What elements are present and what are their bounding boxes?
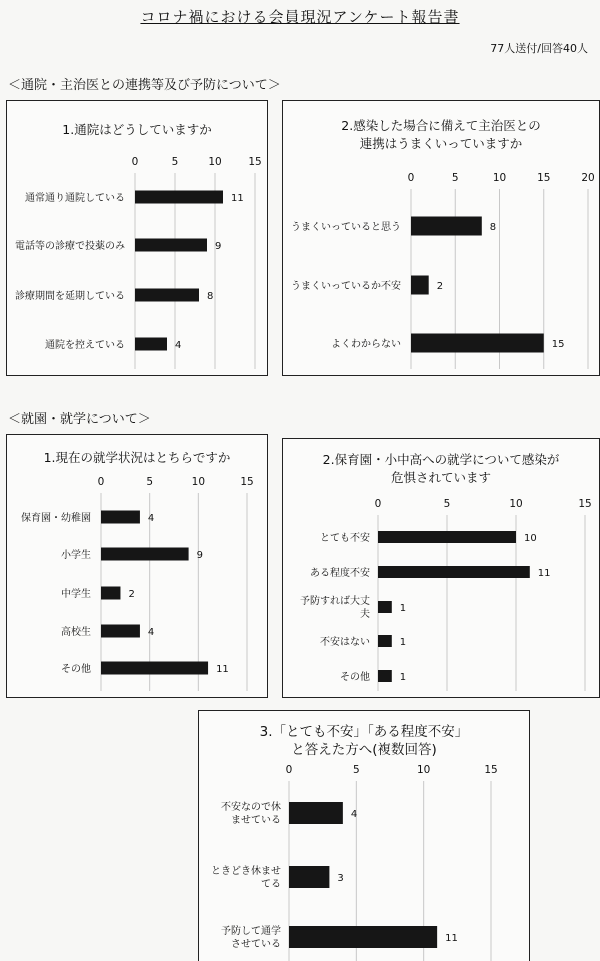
bar (101, 662, 208, 675)
bar (101, 625, 140, 638)
category-label: うまくいっているか不安 (291, 281, 401, 292)
x-tick-label: 0 (285, 764, 293, 776)
chart-panel-clinic-visits (6, 100, 268, 376)
bar (289, 866, 329, 888)
data-label: 8 (489, 222, 497, 233)
x-tick-label: 0 (407, 172, 415, 184)
category-label: 診療期間を延期している (15, 291, 125, 302)
chart-title-anxious-response: 3.「とても不安」「ある程度不安」 と答えた方へ(複数回答) (259, 724, 469, 758)
data-label: 2 (436, 281, 444, 292)
data-label: 4 (147, 513, 155, 524)
category-label: 不安なので休 (221, 802, 281, 813)
category-label: 小学生 (61, 550, 91, 561)
x-tick-label: 0 (374, 498, 382, 510)
data-label: 11 (216, 664, 229, 675)
bar (135, 289, 199, 302)
category-label: ある程度不安 (310, 568, 370, 579)
data-label: 3 (337, 873, 344, 884)
data-label: 15 (551, 339, 565, 350)
category-label: 保育園・幼稚園 (21, 513, 91, 524)
data-label: 4 (350, 809, 358, 820)
bar (378, 635, 392, 647)
chart-title-school-status: 1.現在の就学状況はとちらですか (43, 450, 231, 465)
chart-infection-worry (283, 439, 599, 697)
data-label: 10 (524, 533, 537, 544)
category-label: 予防して通学 (221, 926, 281, 937)
chart-doctor-coordination (283, 101, 599, 375)
category-label: させている (231, 939, 281, 950)
chart-title-infection-worry: 2.保育園・小中高への就学について感染が 危惧されています (322, 452, 560, 485)
chart-panel-doctor-coordination (282, 100, 600, 376)
bar (135, 239, 207, 252)
data-label: 8 (207, 291, 214, 302)
data-label: 9 (196, 550, 203, 561)
category-label: うまくいっていると思う (291, 222, 401, 233)
x-tick-label: 10 (416, 764, 431, 776)
category-label: その他 (61, 664, 91, 675)
data-label: 11 (537, 568, 551, 579)
chart-school-status (7, 435, 267, 697)
x-tick-label: 5 (451, 172, 459, 184)
bar (101, 587, 120, 600)
x-tick-label: 5 (146, 476, 154, 488)
x-tick-label: 5 (443, 498, 451, 510)
data-label: 2 (128, 589, 135, 600)
bar (289, 802, 343, 824)
bar (135, 338, 167, 351)
chart-panel-school-status (6, 434, 268, 698)
x-tick-label: 0 (97, 476, 105, 488)
data-label: 1 (399, 603, 407, 614)
x-tick-label: 15 (484, 764, 498, 776)
category-label: 不安はない (320, 637, 370, 648)
chart-title-clinic-visits: 1.通院はどうしていますか (62, 122, 212, 137)
x-tick-label: 15 (537, 172, 551, 184)
data-label: 4 (147, 627, 155, 638)
category-label: その他 (340, 672, 370, 683)
category-label: ときどき休ませ (211, 866, 281, 877)
data-label: 1 (399, 637, 407, 648)
bar (101, 511, 140, 524)
bar (378, 670, 392, 682)
bar (411, 334, 544, 353)
bar (289, 926, 437, 948)
data-label: 9 (215, 241, 222, 252)
chart-panel-anxious-response (198, 710, 530, 961)
category-label: 予防すれば大丈 (300, 596, 370, 607)
bar (411, 276, 429, 295)
chart-panel-infection-worry (282, 438, 600, 698)
data-label: 1 (399, 672, 407, 683)
report-title: コロナ禍における会員現況アンケート報告書 (140, 8, 460, 26)
bar (101, 548, 189, 561)
section-heading-medical: ＜通院・主治医との連携等及び予防について＞ (8, 78, 281, 93)
category-label: 電話等の診療で投薬のみ (15, 241, 125, 252)
category-label: てる (261, 879, 281, 890)
data-label: 11 (445, 933, 458, 944)
x-tick-label: 10 (208, 156, 222, 168)
x-tick-label: 15 (578, 498, 592, 510)
category-label: 夫 (360, 609, 370, 620)
category-label: 通常通り通院している (25, 193, 125, 204)
category-label: とても不安 (320, 533, 370, 544)
x-tick-label: 5 (171, 156, 179, 168)
category-label: 通院を控えている (45, 340, 125, 351)
chart-anxious-response (199, 711, 529, 961)
x-tick-label: 15 (240, 476, 254, 488)
response-summary: 77人送付/回答40人 (490, 42, 588, 55)
x-tick-label: 15 (248, 156, 262, 168)
chart-title-doctor-coordination: 2.感染した場合に備えて主治医との 連携はうまくいっていますか (341, 118, 541, 151)
category-label: 中学生 (61, 589, 91, 600)
x-tick-label: 0 (131, 156, 139, 168)
bar (411, 217, 482, 236)
category-label: 高校生 (61, 627, 91, 638)
data-label: 4 (175, 340, 182, 351)
bar (135, 191, 223, 204)
bar (378, 601, 392, 613)
x-tick-label: 10 (492, 172, 507, 184)
x-tick-label: 5 (352, 764, 360, 776)
bar (378, 531, 516, 543)
x-tick-label: 20 (581, 172, 595, 184)
x-tick-label: 10 (509, 498, 523, 510)
data-label: 11 (231, 193, 244, 204)
section-heading-schooling: ＜就園・就学について＞ (8, 412, 151, 427)
category-label: ませている (231, 815, 281, 826)
x-tick-label: 10 (191, 476, 206, 488)
chart-clinic-visits (7, 101, 267, 375)
bar (378, 566, 530, 578)
category-label: よくわからない (331, 339, 401, 350)
